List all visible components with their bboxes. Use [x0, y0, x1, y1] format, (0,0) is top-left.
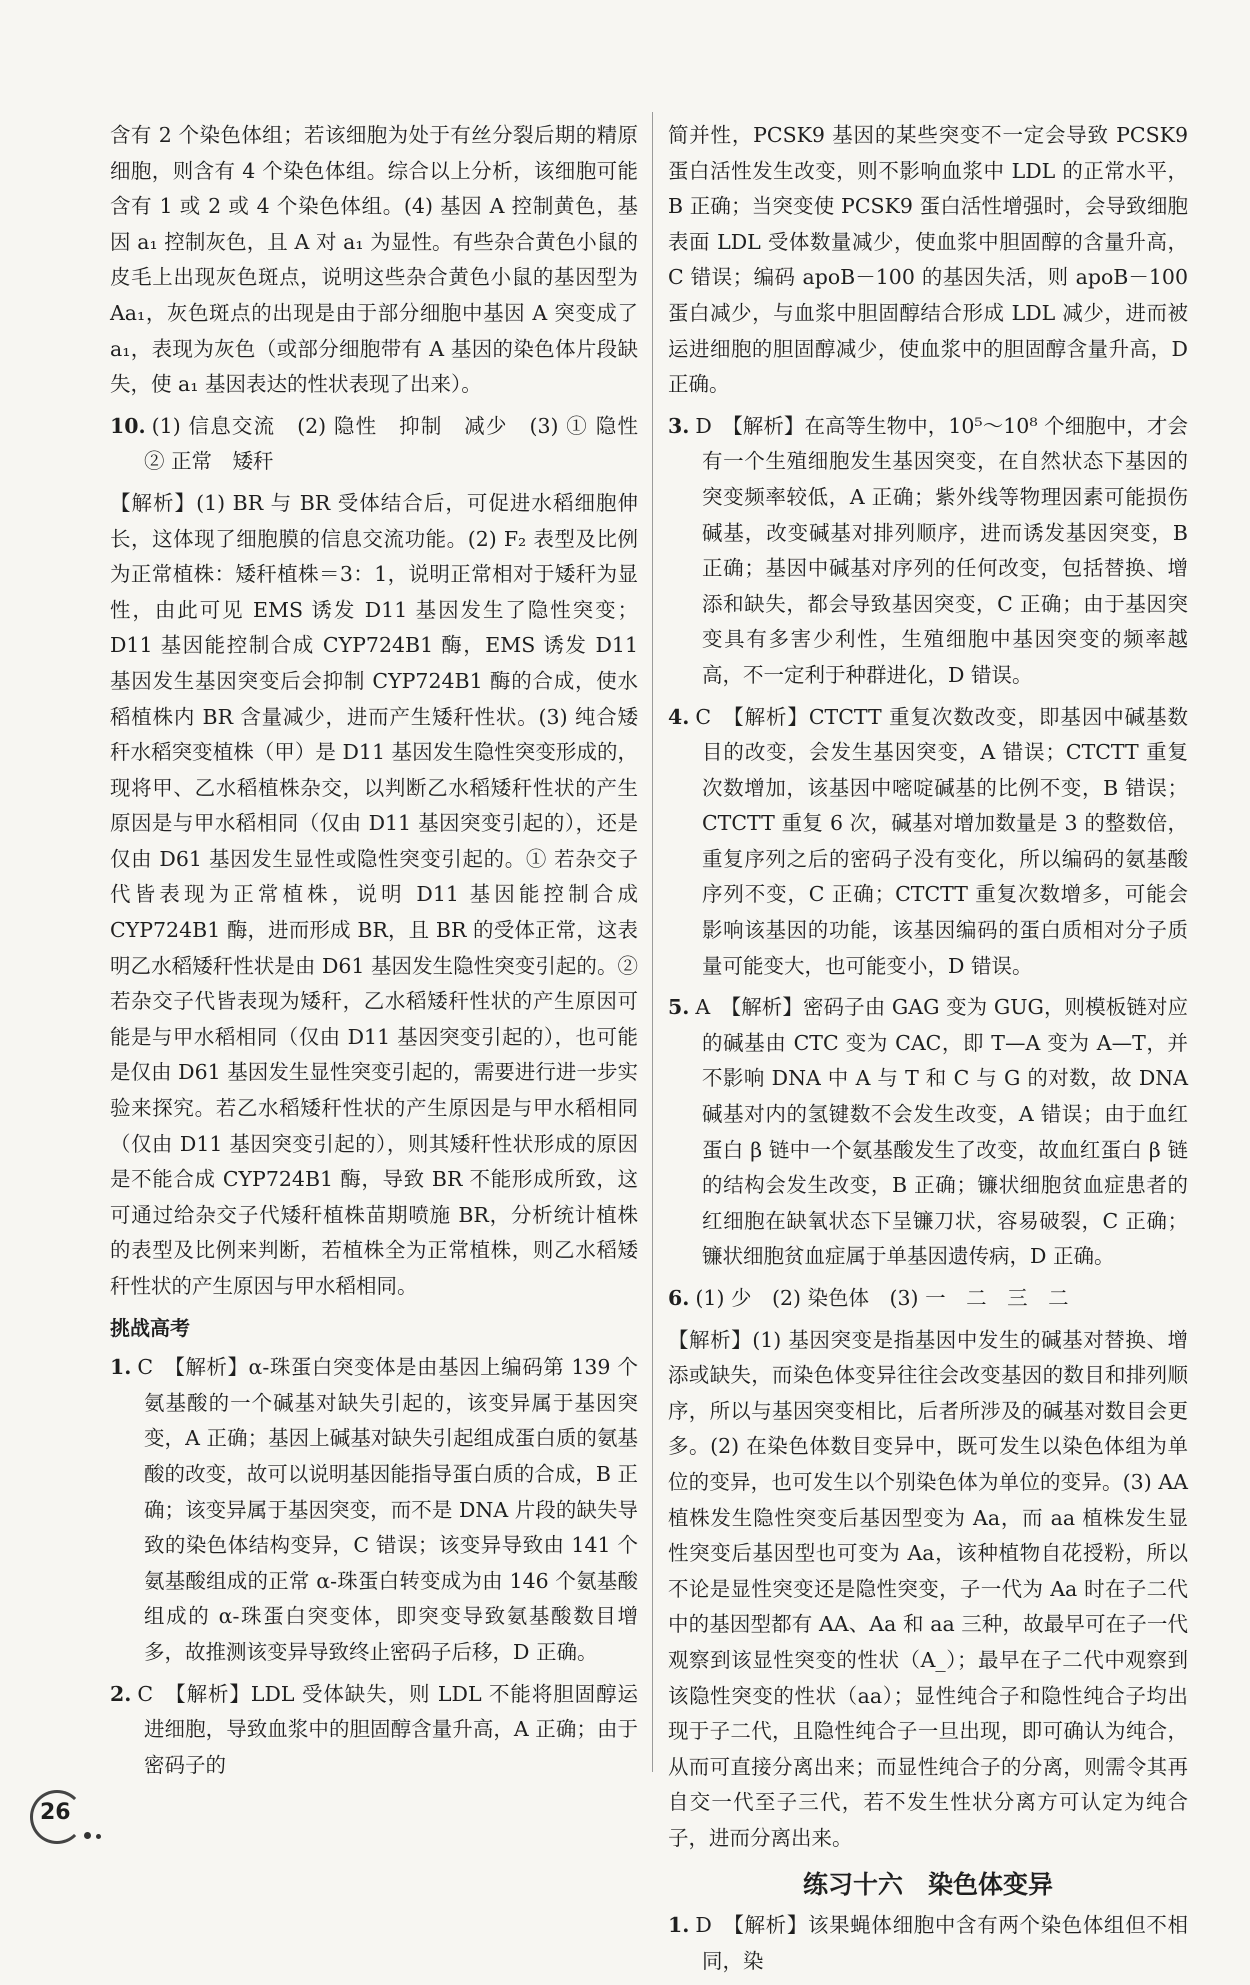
- answer-text: D 【解析】在高等生物中，10⁵～10⁸ 个细胞中，才会有一个生殖细胞发生基因突变，在自然状态下基因的突变频率较低，A 正确；紫外线等物理因素可能损伤碱基，改变碱基对排列顺序，进而诱发基因突变，B 正确；基因中碱基对序列的任何改变，包括替换、增添和缺失，都会导致基因突变，C 正确；由于基因突变具有多害少利性，生殖细胞中基因突变的频率越高，不一定利于种群进化，D 错误。: [695, 413, 1188, 687]
- challenge-question-4: [668, 700, 1188, 985]
- question-10: [110, 409, 659, 480]
- challenge-question-6: [668, 1281, 1188, 1317]
- section-title: 挑战高考: [110, 1315, 190, 1340]
- question-number: 1.: [668, 1913, 690, 1938]
- challenge-question-5: [668, 990, 1188, 1275]
- page-number: 26: [40, 1800, 71, 1825]
- question-number: 10.: [110, 413, 146, 438]
- exercise-question-1: [668, 1908, 1188, 1979]
- analysis-text: 【解析】(1) BR 与 BR 受体结合后，可促进水稻细胞伸长，这体现了细胞膜的信息交流功能。(2) F₂ 表型及比例为正常植株：矮秆植株＝3：1，说明正常相对于矮秆为显性，由此可见 EMS 诱发 D11 基因发生了隐性突变；D11 基因能控制合成 CYP724B1 酶，EMS 诱发 D11 基因发生基因突变后会抑制 CYP724B1 酶的合成，使水稻植株内 BR 含量减少，进而产生矮秆性状。(3) 纯合矮秆水稻突变植株（甲）是 D11 基因发生隐性突变形成的，现将甲、乙水稻植株杂交，以判断乙水稻矮秆性状的产生原因是与甲水稻相同（仅由 D11 基因突变引起的），还是仅由 D61 基因发生显性或隐性突变引起的。① 若杂交子代皆表现为正常植株，说明 D11 基因能控制合成 CYP724B1 酶，进而形成 BR，且 BR 的受体正常，这表明乙水稻矮秆性状是由 D61 基因发生隐性突变引起的。② 若杂交子代皆表现为矮秆，乙水稻矮秆性状的产生原因可能是与甲水稻相同（仅由 D11 基因突变引起的），也可能是仅由 D61 基因发生显性突变引起的，需要进行进一步实验来探究。若乙水稻矮秆性状的产生原因是与甲水稻相同（仅由 D11 基因突变引起的），则其矮秆性状形成的原因是不能合成 CYP724B1 酶，导致 BR 不能形成所致，这可通过给杂交子代矮秆植株苗期喷施 BR，分析统计植株的表型及比例来判断，若植株全为正常植株，则乙水稻矮秆性状的产生原因与甲水稻相同。: [110, 490, 638, 1298]
- answer-text: (1) 少 (2) 染色体 (3) 一 二 三 二: [695, 1286, 1069, 1310]
- question-number: 5.: [668, 995, 690, 1020]
- answer-text: (1) 信息交流 (2) 隐性 抑制 减少 (3) ① 隐性 ② 正常 矮秆: [144, 413, 659, 474]
- question-number: 4.: [668, 704, 690, 729]
- column-divider: [652, 112, 653, 1772]
- right-continuation: 简并性，PCSK9 基因的某些突变不一定会导致 PCSK9 蛋白活性发生改变，则不影响血浆中 LDL 的正常水平，B 正确；当突变使 PCSK9 蛋白活性增强时，会导致细胞表面 LDL 受体数量减少，使血浆中胆固醇的含量升高，C 错误；编码 apoB－100 的基因失活，则 apoB－100 蛋白减少，与血浆中胆固醇结合形成 LDL 减少，进而被运进细胞的胆固醇减少，使血浆中的胆固醇含量升高，D 正确。: [668, 123, 1188, 397]
- right-column: [668, 118, 1188, 1985]
- answer-text: C 【解析】LDL 受体缺失，则 LDL 不能将胆固醇运进细胞，导致血浆中的胆固醇含量升高，A 正确；由于密码子的: [137, 1681, 638, 1777]
- answer-text: A 【解析】密码子由 GAG 变为 GUG，则模板链对应的碱基由 CTC 变为 CAC，即 T—A 变为 A—T，并不影响 DNA 中 A 与 T 和 C 与 G 的对数，故 DNA 碱基对内的氢键数不会发生改变，A 错误；由于血红蛋白 β 链中一个氨基酸发生了改变，故血红蛋白 β 链的结构会发生改变，B 正确；镰状细胞贫血症患者的红细胞在缺氧状态下呈镰刀状，容易破裂，C 正确；镰状细胞贫血症属于单基因遗传病，D 正确。: [695, 995, 1188, 1269]
- exercise-heading: 练习十六 染色体变异: [802, 1869, 1053, 1899]
- challenge-question-3: [668, 409, 1188, 694]
- left-column: [110, 118, 659, 1789]
- challenge-question-1: [110, 1350, 638, 1670]
- decorative-dot-icon: [84, 1832, 91, 1839]
- question-number: 1.: [110, 1355, 132, 1380]
- analysis-text: 【解析】(1) 基因突变是指基因中发生的碱基对替换、增添或缺失，而染色体变异往往会改变基因的数目和排列顺序，所以与基因突变相比，后者所涉及的碱基对数目会更多。(2) 在染色体数目变异中，既可发生以染色体组为单位的变异，也可发生以个别染色体为单位的变异。(3) AA 植株发生隐性突变后基因型变为 Aa，而 aa 植株发生显性突变后基因型也可变为 Aa，该种植物自花授粉，所以不论是显性突变还是隐性突变，子一代为 Aa 时在子二代中的基因型都有 AA、Aa 和 aa 三种，故最早可在子一代观察到该显性突变的性状（A_）；最早在子二代中观察到该隐性突变的性状（aa）；显性纯合子和隐性纯合子均出现于子二代，且隐性纯合子一旦出现，即可确认为纯合，从而可直接分离出来；而显性纯合子的分离，则需令其再自交一代至子三代，若不发生性状分离方可认定为纯合子，进而分离出来。: [668, 1327, 1188, 1850]
- question-number: 2.: [110, 1681, 132, 1706]
- answer-text: D 【解析】该果蝇体细胞中含有两个染色体组但不相同，染: [695, 1913, 1188, 1973]
- decorative-dot-icon: [96, 1834, 101, 1839]
- question-number: 6.: [668, 1286, 690, 1310]
- answer-text: C 【解析】α-珠蛋白突变体是由基因上编码第 139 个氨基酸的一个碱基对缺失引起的，该变异属于基因突变，A 正确；基因上碱基对缺失引起组成蛋白质的氨基酸的改变，故可以说明基因能指导蛋白质的合成，B 正确；该变异属于基因突变，而不是 DNA 片段的缺失导致的染色体结构变异，C 错误；该变异导致由 141 个氨基酸组成的正常 α-珠蛋白转变成为由 146 个氨基酸组成的 α-珠蛋白突变体，即突变导致氨基酸数目增多，故推测该变异导致终止密码子后移，D 正确。: [137, 1355, 638, 1664]
- question-number: 3.: [668, 413, 690, 438]
- left-continuation: 含有 2 个染色体组；若该细胞为处于有丝分裂后期的精原细胞，则含有 4 个染色体组。综合以上分析，该细胞可能含有 1 或 2 或 4 个染色体组。(4) 基因 A 控制黄色，基因 a₁ 控制灰色，且 A 对 a₁ 为显性。有些杂合黄色小鼠的皮毛上出现灰色斑点，说明这些杂合黄色小鼠的基因型为 Aa₁，灰色斑点的出现是由于部分细胞中基因 A 突变成了 a₁，表现为灰色（或部分细胞带有 A 基因的染色体片段缺失，使 a₁ 基因表达的性状表现了出来）。: [110, 123, 638, 397]
- challenge-question-2: [110, 1677, 638, 1784]
- answer-text: C 【解析】CTCTT 重复次数改变，即基因中碱基数目的改变，会发生基因突变，A 错误；CTCTT 重复次数增加，该基因中嘧啶碱基的比例不变，B 错误；CTCTT 重复 6 次，碱基对增加数量是 3 的整数倍，重复序列之后的密码子没有变化，所以编码的氨基酸序列不变，C 正确；CTCTT 重复次数增多，可能会影响该基因的功能，该基因编码的蛋白质相对分子质量可能变大，也可能变小，D 错误。: [695, 704, 1188, 978]
